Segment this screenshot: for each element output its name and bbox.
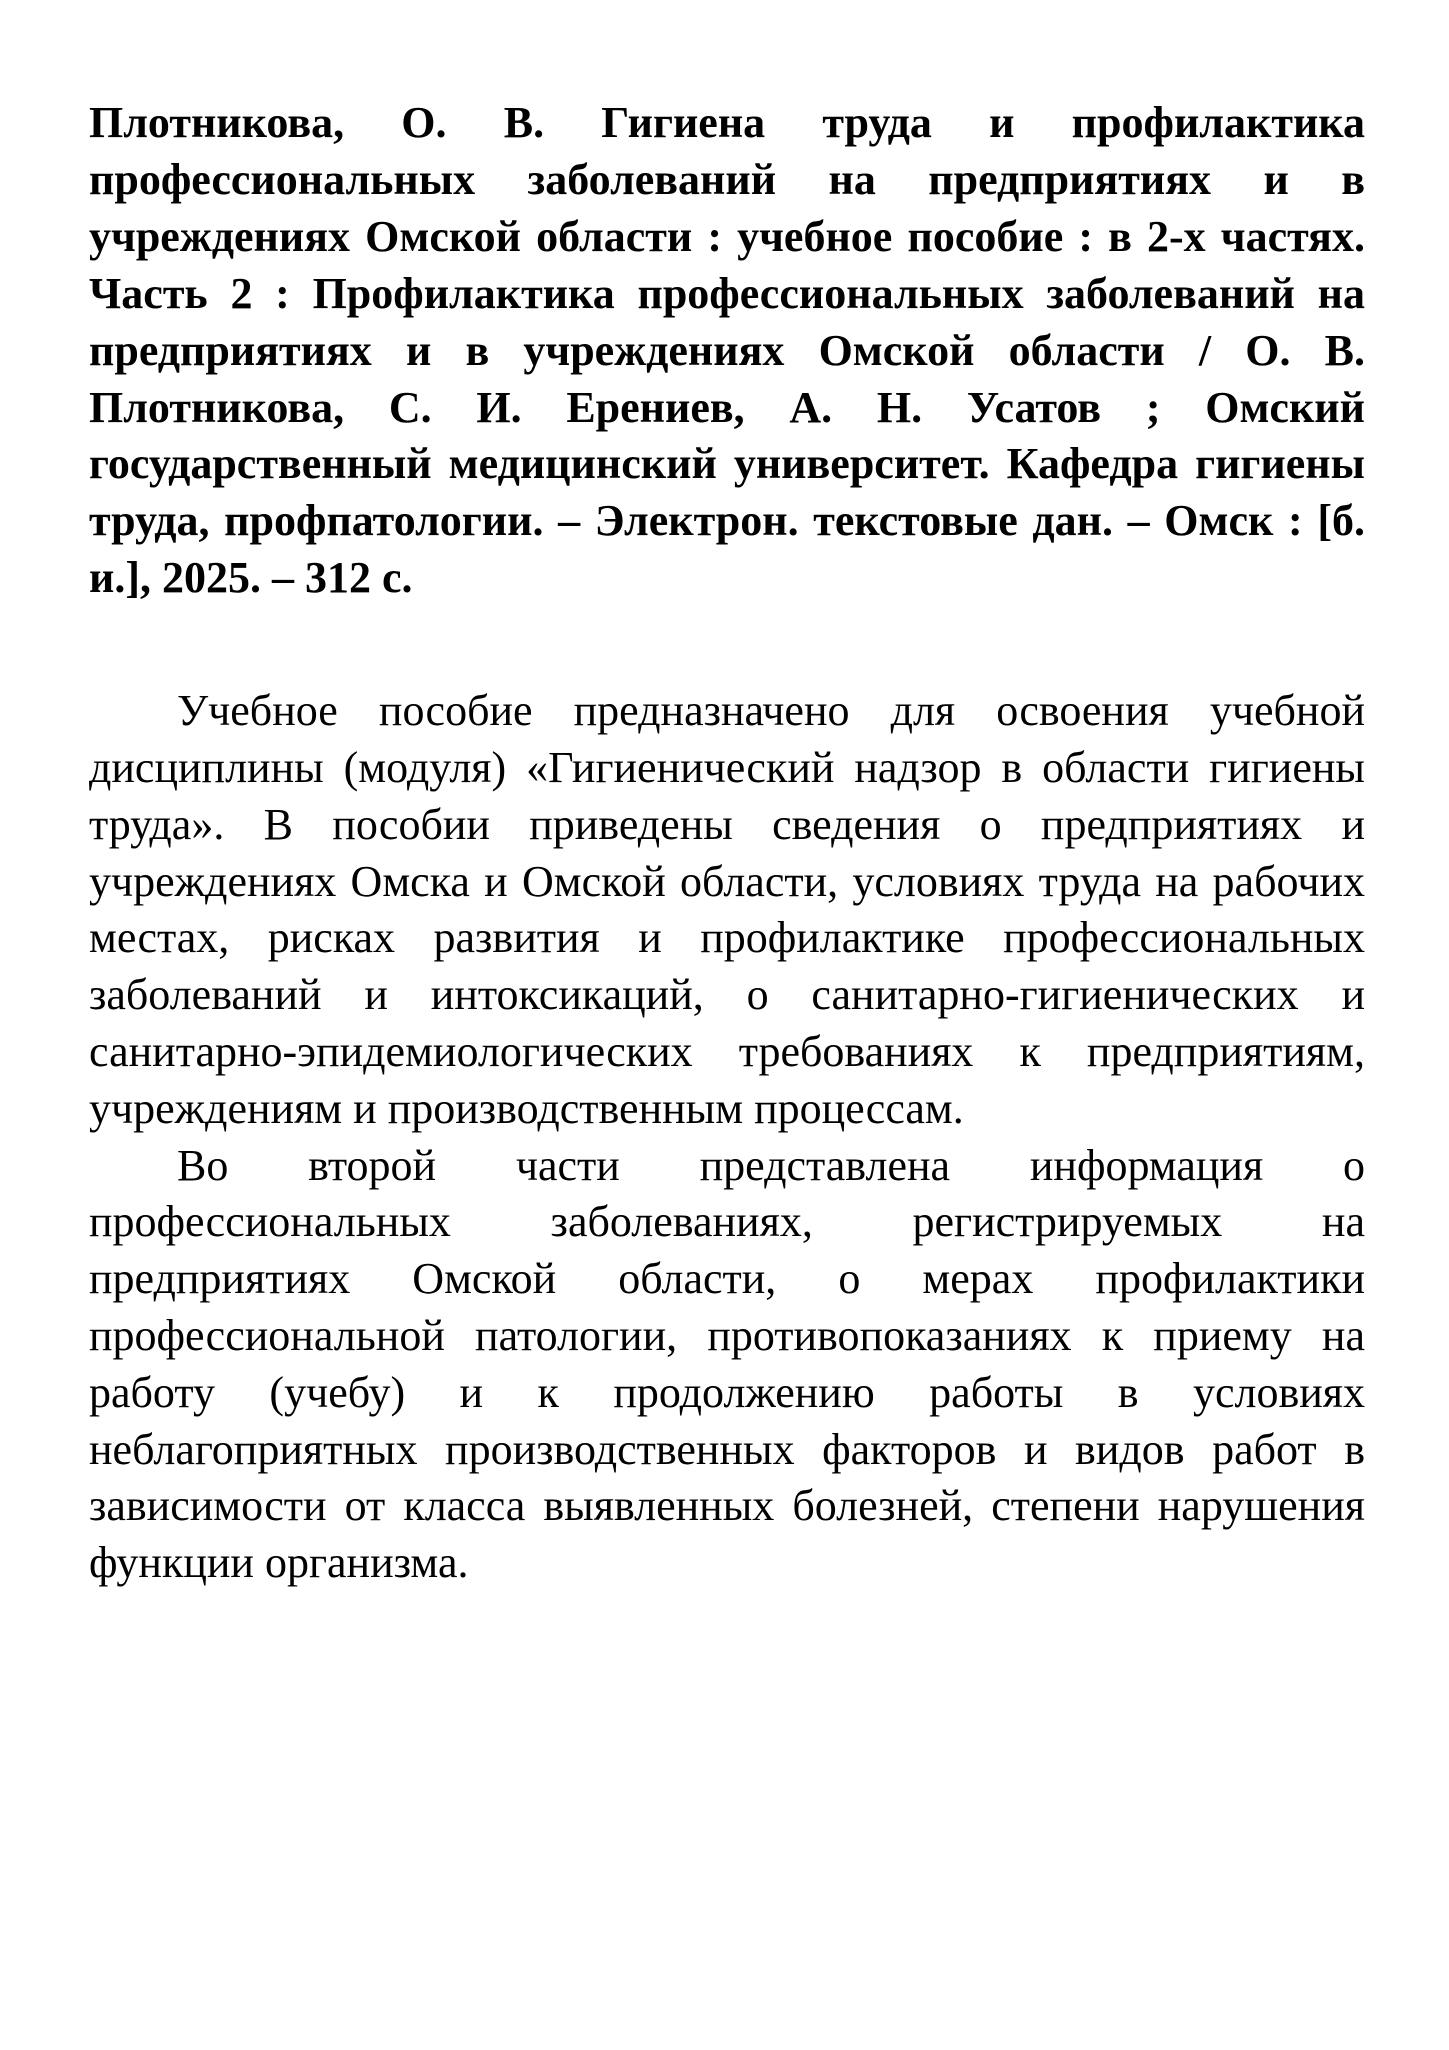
abstract-paragraph-1: Учебное пособие предназначено для освоения учебной дисциплины (модуля) «Гигиенический надзор в области гигиены труда». В пособии приведены сведения о предприятиях и учреждениях Омска и Омской области, условиях труда на рабочих местах, рисках развития и профилактике профессиональных заболеваний и интоксикаций, о санитарно-гигиенических и санитарно-эпидемиологических требованиях к предприятиям, учреждениям и производственным процессам.: [89, 686, 1365, 1133]
document-page: [89, 95, 1365, 1592]
abstract-paragraph-2: Во второй части представлена информация о профессиональных заболеваниях, регистрируемых на предприятиях Омской области, о мерах профилактики профессиональной патологии, противопоказаниях к приему на работу (учебу) и к продолжению работы в условиях неблагоприятных производственных факторов и видов работ в зависимости от класса выявленных болезней, степени нарушения функции организма.: [89, 1140, 1365, 1588]
abstract: [89, 683, 1365, 1592]
bibliographic-citation: Плотникова, О. В. Гигиена труда и профилактика профессиональных заболеваний на предприятиях и в учреждениях Омской области : учебное пособие : в 2-х частях. Часть 2 : Профилактика профессиональных заболеваний на предприятиях и в учреждениях Омской области / О. В. Плотникова, С. И. Ерениев, А. Н. Усатов ; Омский государственный медицинский университет. Кафедра гигиены труда, профпатологии. – Электрон. текстовые дан. – Омск : [б. и.], 2025. – 312 с.: [89, 98, 1365, 603]
